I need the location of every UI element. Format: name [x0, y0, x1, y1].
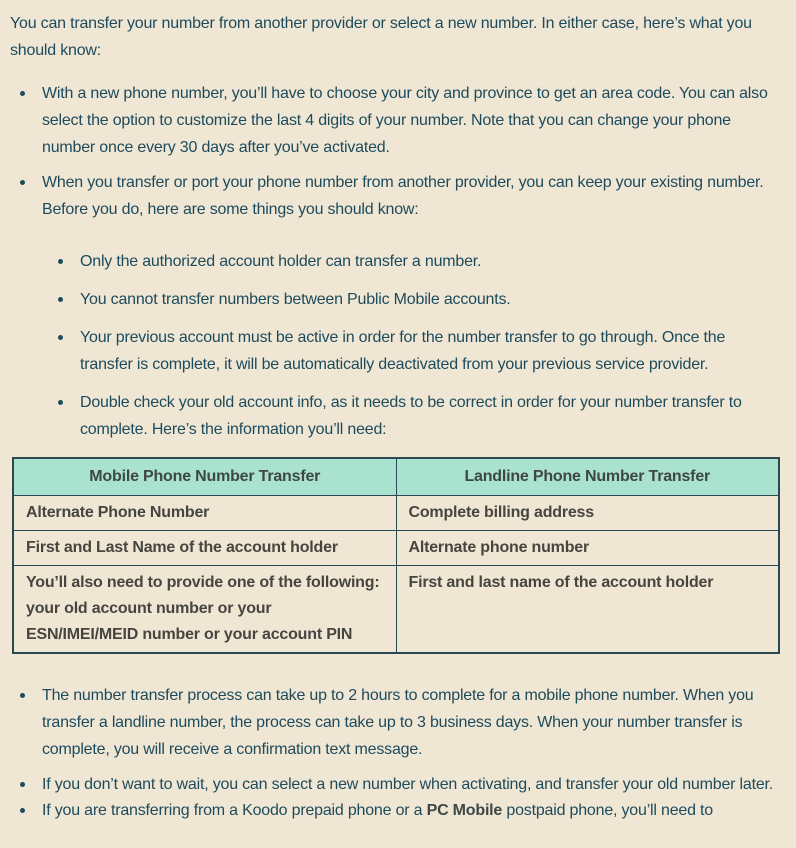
bullet-item-clipped	[10, 797, 782, 824]
sub-bullet-item	[48, 286, 782, 313]
table-header-cell-landline: Landline Phone Number Transfer	[396, 458, 779, 496]
table-row	[13, 496, 779, 531]
bullet-text: If you don’t want to wait, you can select a new number when activating, and transfer your old number later.	[42, 776, 774, 793]
table-row	[13, 531, 779, 566]
transfer-info-table	[12, 457, 780, 654]
sub-bullet-item	[48, 389, 782, 443]
table-cell: You’ll also need to provide one of the following: your old account number or your ESN/IMEI/MEID number or your account PIN	[13, 566, 396, 654]
bullet-text: The number transfer process can take up to 2 hours to complete for a mobile phone number. When you transfer a landline number, the process can take up to 3 business days. When your number transfer is complete, you will receive a confirmation text message.	[42, 687, 754, 758]
table-cell: First and Last Name of the account holder	[13, 531, 396, 566]
bullet-item	[10, 169, 782, 443]
intro-paragraph: You can transfer your number from another provider or select a new number. In either case, here’s what you should know:	[10, 15, 752, 59]
table-cell: Complete billing address	[396, 496, 779, 531]
table-header-cell-mobile: Mobile Phone Number Transfer	[13, 458, 396, 496]
table-cell: Alternate Phone Number	[13, 496, 396, 531]
sub-bullet-text: Double check your old account info, as it needs to be correct in order for your number transfer to complete. Here’s the information you’ll need:	[80, 394, 742, 438]
bullet-text: postpaid phone, you’ll need to	[502, 802, 713, 819]
sub-bullet-item	[48, 324, 782, 378]
bullet-text: With a new phone number, you’ll have to choose your city and province to get an area code. You can also select the option to customize the last 4 digits of your number. Note that you can change your phone number once every 30 days after you’ve activated.	[42, 85, 768, 156]
bullet-text-bold: PC Mobile	[426, 802, 503, 819]
sub-bullet-text: Only the authorized account holder can transfer a number.	[80, 253, 482, 270]
sub-bullet-list	[48, 248, 782, 443]
table-cell: First and last name of the account holder	[396, 566, 779, 654]
table-row	[13, 566, 779, 654]
top-bullet-list	[10, 80, 782, 443]
sub-bullet-item	[48, 248, 782, 275]
sub-bullet-text: You cannot transfer numbers between Public Mobile accounts.	[80, 291, 511, 308]
sub-bullet-text: Your previous account must be active in order for the number transfer to go through. Once the transfer is complete, it will be automatically deactivated from your previous service provider.	[80, 329, 726, 373]
bullet-text: If you are transferring from a Koodo prepaid phone or a	[42, 802, 427, 819]
bullet-item	[10, 771, 782, 798]
bullet-item	[10, 682, 782, 763]
bottom-bullet-list	[10, 682, 782, 824]
table-cell: Alternate phone number	[396, 531, 779, 566]
bullet-text: When you transfer or port your phone number from another provider, you can keep your existing number. Before you do, here are some things you should know:	[42, 174, 764, 218]
bullet-item	[10, 80, 782, 161]
table-header-row	[13, 458, 779, 496]
